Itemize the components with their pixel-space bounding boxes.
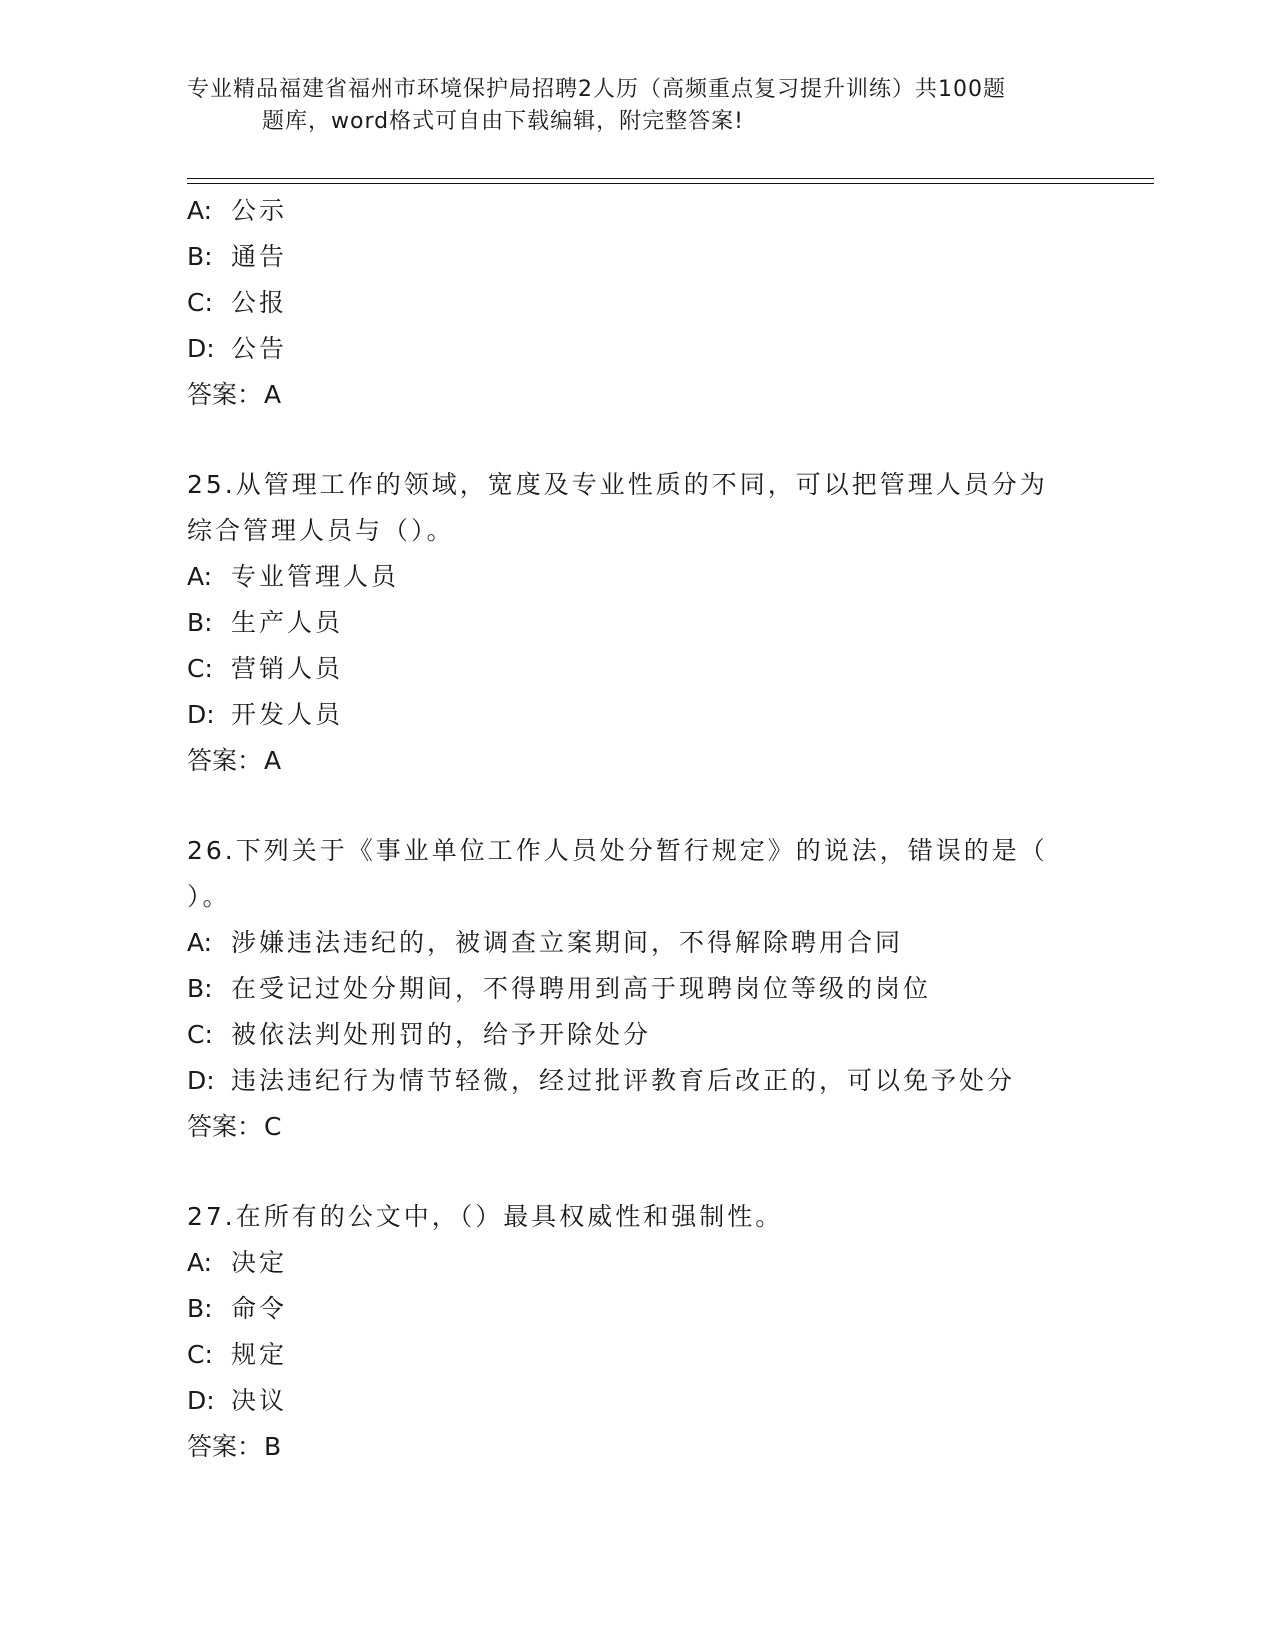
- option-d: [187, 1058, 1087, 1104]
- option-a: [187, 188, 1087, 234]
- option-letter: D:: [187, 700, 215, 729]
- question-stem-line1: 25.从管理工作的领域，宽度及专业性质的不同，可以把管理人员分为: [187, 470, 1048, 499]
- option-b: [187, 966, 1087, 1012]
- option-letter: B:: [187, 974, 213, 1003]
- option-text: 违法违纪行为情节轻微，经过批评教育后改正的，可以免予处分: [231, 1066, 1016, 1095]
- option-letter: D:: [187, 1066, 215, 1095]
- option-letter: C:: [187, 654, 213, 683]
- answer-label: 答案：: [187, 1432, 263, 1461]
- document-header: [187, 74, 1087, 138]
- header-title-line1: 专业精品福建省福州市环境保护局招聘2人历（高频重点复习提升训练）共100题: [187, 77, 1006, 102]
- option-letter: A:: [187, 562, 213, 591]
- option-text: 公报: [231, 288, 288, 317]
- option-text: 规定: [231, 1340, 288, 1369]
- option-a: [187, 554, 1087, 600]
- option-text: 通告: [231, 242, 288, 271]
- header-rule-top: [187, 178, 1154, 179]
- option-letter: D:: [187, 334, 215, 363]
- option-a: [187, 920, 1087, 966]
- option-d: [187, 326, 1087, 372]
- option-text: 决定: [231, 1248, 288, 1277]
- answer-value: B: [264, 1432, 282, 1461]
- option-text: 决议: [231, 1386, 288, 1415]
- question-stem-line1: 27.在所有的公文中，（）最具权威性和强制性。: [187, 1202, 784, 1231]
- question-content: [187, 188, 1087, 1470]
- option-text: 专业管理人员: [231, 562, 400, 591]
- option-c: [187, 1332, 1087, 1378]
- option-d: [187, 692, 1087, 738]
- option-letter: B:: [187, 242, 213, 271]
- answer-value: C: [264, 1112, 282, 1141]
- option-b: [187, 234, 1087, 280]
- question-stem-line2: ）。: [187, 882, 231, 911]
- option-c: [187, 646, 1087, 692]
- answer-line: [187, 1104, 1087, 1150]
- header-rule-bottom: [187, 183, 1154, 184]
- question-27: [187, 1194, 1087, 1470]
- answer-label: 答案：: [187, 1112, 263, 1141]
- option-b: [187, 600, 1087, 646]
- answer-value: A: [264, 380, 282, 409]
- spacer: [187, 784, 1087, 828]
- answer-label: 答案：: [187, 746, 263, 775]
- spacer: [187, 1150, 1087, 1194]
- option-c: [187, 280, 1087, 326]
- option-letter: B:: [187, 608, 213, 637]
- answer-line: [187, 1424, 1087, 1470]
- option-letter: A:: [187, 1248, 213, 1277]
- option-c: [187, 1012, 1087, 1058]
- option-text: 命令: [231, 1294, 288, 1323]
- option-letter: C:: [187, 1340, 213, 1369]
- answer-line: [187, 738, 1087, 784]
- option-letter: B:: [187, 1294, 213, 1323]
- answer-line: [187, 372, 1087, 418]
- question-26: [187, 828, 1087, 1150]
- spacer: [187, 418, 1087, 462]
- question-stem-line1: 26.下列关于《事业单位工作人员处分暂行规定》的说法，错误的是（: [187, 836, 1048, 865]
- option-text: 生产人员: [231, 608, 344, 637]
- question-25: [187, 462, 1087, 784]
- option-text: 涉嫌违法违纪的，被调查立案期间，不得解除聘用合同: [231, 928, 904, 957]
- option-letter: A:: [187, 928, 213, 957]
- option-letter: C:: [187, 1020, 213, 1049]
- question-stem-line2: 综合管理人员与（）。: [187, 516, 455, 545]
- option-text: 营销人员: [231, 654, 344, 683]
- option-b: [187, 1286, 1087, 1332]
- option-text: 公示: [231, 196, 288, 225]
- option-text: 公告: [231, 334, 288, 363]
- option-d: [187, 1378, 1087, 1424]
- option-letter: A:: [187, 196, 213, 225]
- option-letter: C:: [187, 288, 213, 317]
- option-text: 在受记过处分期间，不得聘用到高于现聘岗位等级的岗位: [231, 974, 932, 1003]
- answer-value: A: [264, 746, 282, 775]
- option-a: [187, 1240, 1087, 1286]
- question-24-tail: [187, 188, 1087, 418]
- header-title-line2: 题库，word格式可自由下载编辑，附完整答案!: [262, 109, 744, 134]
- answer-label: 答案：: [187, 380, 263, 409]
- option-text: 被依法判处刑罚的，给予开除处分: [231, 1020, 652, 1049]
- option-text: 开发人员: [231, 700, 344, 729]
- option-letter: D:: [187, 1386, 215, 1415]
